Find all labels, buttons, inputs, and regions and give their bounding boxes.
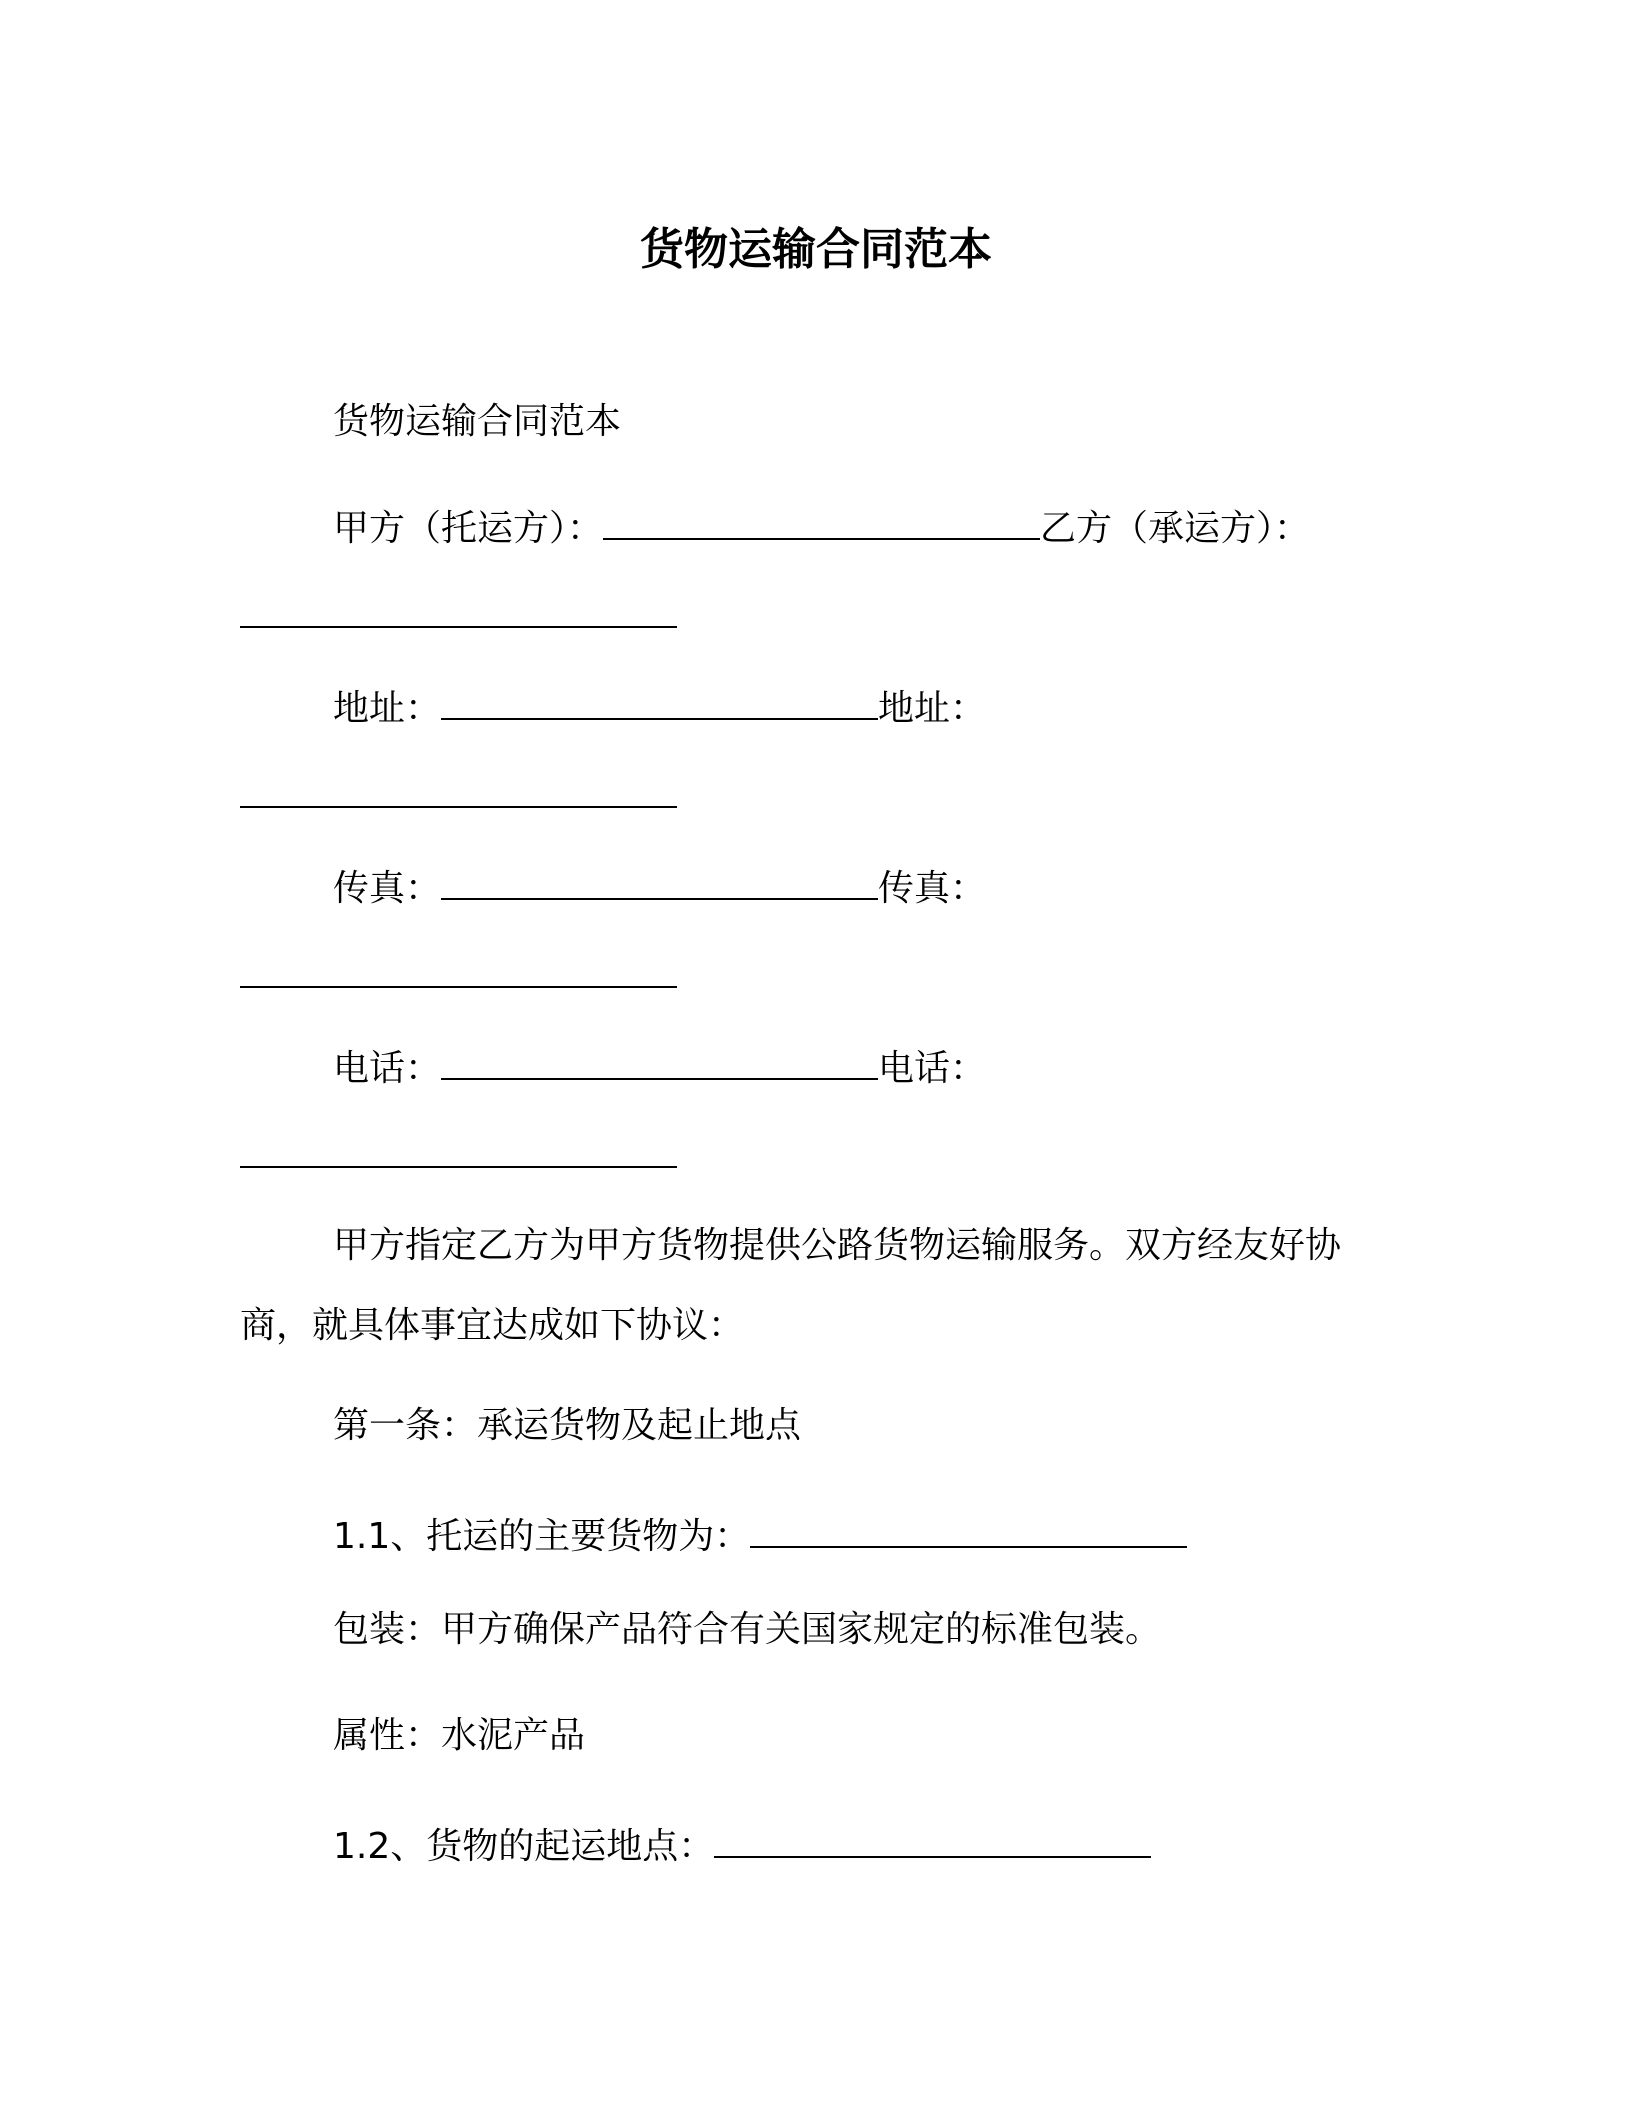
phone-row	[333, 1042, 986, 1093]
fax-b-label: 传真：	[878, 868, 987, 909]
packaging-text: 包装：甲方确保产品符合有关国家规定的标准包装。	[333, 1609, 1162, 1650]
intro-line-2: 商，就具体事宜达成如下协议：	[240, 1305, 745, 1346]
item-1-2-blank[interactable]	[714, 1820, 1151, 1858]
address-b-blank[interactable]	[240, 806, 677, 808]
intro-line-1: 甲方指定乙方为甲方货物提供公路货物运输服务。双方经友好协	[333, 1225, 1342, 1266]
item-1-1-label: 1.1、托运的主要货物为：	[333, 1516, 751, 1557]
party-a-blank[interactable]	[603, 502, 1040, 540]
document-title: 货物运输合同范本	[640, 224, 992, 275]
address-a-label: 地址：	[333, 688, 442, 729]
party-a-label: 甲方（托运方）：	[333, 508, 604, 549]
address-row	[333, 682, 986, 733]
fax-a-blank[interactable]	[441, 862, 878, 900]
item-1-1-blank[interactable]	[750, 1510, 1187, 1548]
phone-b-blank[interactable]	[240, 1166, 677, 1168]
item-1-2-label: 1.2、货物的起运地点：	[333, 1826, 715, 1867]
phone-a-blank[interactable]	[441, 1042, 878, 1080]
phone-b-label: 电话：	[878, 1048, 987, 1089]
party-b-blank[interactable]	[240, 626, 677, 628]
fax-b-blank[interactable]	[240, 986, 677, 988]
attribute-text: 属性：水泥产品	[333, 1715, 586, 1756]
address-b-label: 地址：	[878, 688, 987, 729]
item-1-2-row	[333, 1820, 1151, 1871]
address-a-blank[interactable]	[441, 682, 878, 720]
party-b-label: 乙方（承运方）：	[1040, 508, 1311, 549]
document-subtitle: 货物运输合同范本	[333, 401, 622, 442]
fax-row	[333, 862, 986, 913]
party-row	[333, 502, 1310, 553]
article-1-heading: 第一条：承运货物及起止地点	[333, 1405, 802, 1446]
phone-a-label: 电话：	[333, 1048, 442, 1089]
fax-a-label: 传真：	[333, 868, 442, 909]
item-1-1-row	[333, 1510, 1187, 1561]
